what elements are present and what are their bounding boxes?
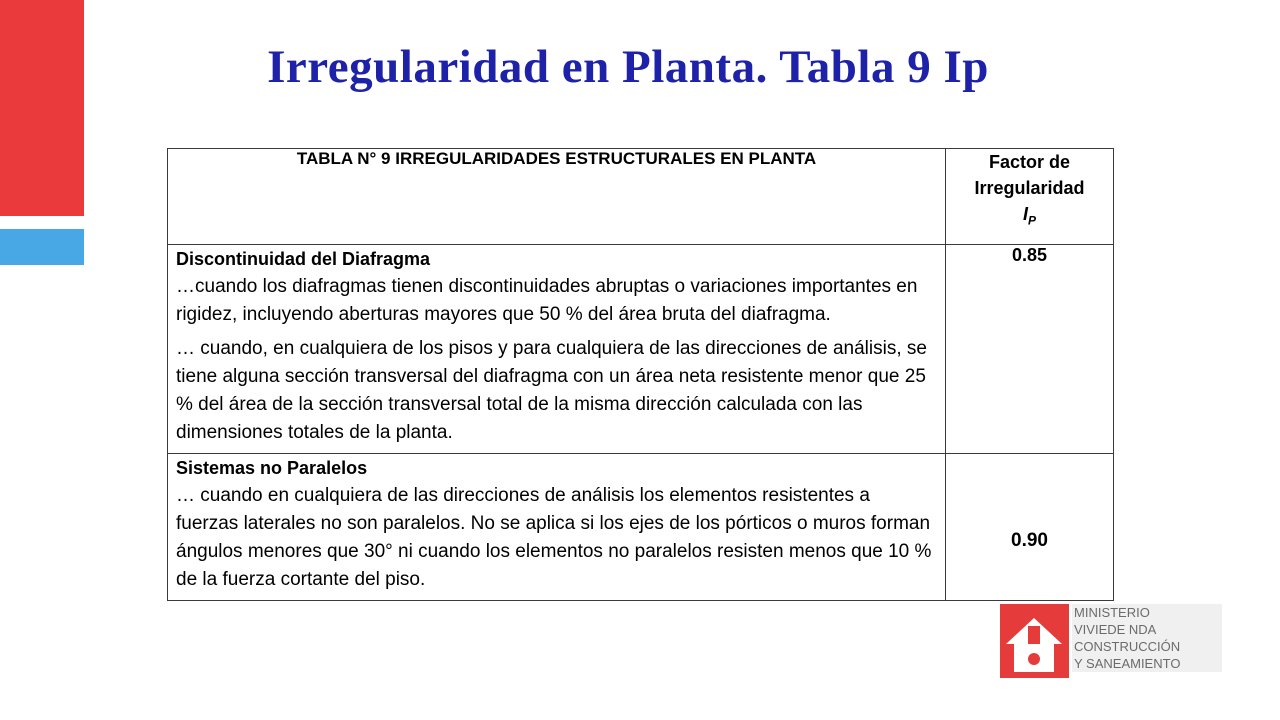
slide-title: Irregularidad en Planta. Tabla 9 Ip: [267, 41, 989, 93]
irregularity-table: [167, 148, 1114, 601]
row-paragraph: … cuando, en cualquiera de los pisos y para cualquiera de las direcciones de análisis, se tiene alguna sección transversal del diafragma con un área neta resistente menor que 25 % del área de la sección transversal total de la misma dirección calculada con las dimensiones totales de la planta.: [176, 338, 927, 443]
row-factor-value: 0.85: [946, 245, 1114, 454]
table-row: [168, 454, 1114, 601]
accent-bar-red: [0, 0, 84, 216]
logo-line: VIVIEDE NDA: [1072, 621, 1222, 638]
row-description-cell: [168, 454, 946, 601]
logo-line: Y SANEAMIENTO: [1072, 655, 1222, 672]
logo-line: MINISTERIO: [1072, 604, 1222, 621]
table-header-row: [168, 149, 1114, 245]
row-paragraph: …cuando los diafragmas tienen discontinuidades abruptas o variaciones importantes en rigidez, incluyendo aberturas mayores que 50 % del área bruta del diafragma.: [176, 276, 918, 325]
ministry-logo: [1000, 604, 1222, 684]
row-title: Sistemas no Paralelos: [176, 458, 368, 478]
table-header-factor: [946, 149, 1114, 245]
table-row: [168, 245, 1114, 454]
factor-symbol: [950, 201, 1109, 234]
accent-bar-blue: [0, 229, 84, 265]
factor-symbol-main: I: [1022, 204, 1028, 224]
logo-line: CONSTRUCCIÓN: [1072, 638, 1222, 655]
factor-header-line2: Irregularidad: [974, 178, 1085, 198]
ministry-logo-text: [1072, 604, 1222, 672]
ministry-house-icon: [1000, 604, 1069, 678]
table-header-description: TABLA N° 9 IRREGULARIDADES ESTRUCTURALES EN PLANTA: [168, 149, 946, 245]
row-title: Discontinuidad del Diafragma: [176, 249, 431, 269]
factor-header-line1: Factor de: [988, 152, 1071, 172]
row-description-cell: [168, 245, 946, 454]
row-factor-value: 0.90: [946, 454, 1114, 601]
row-paragraph: … cuando en cualquiera de las direcciones de análisis los elementos resistentes a fuerzas laterales no son paralelos. No se aplica si los ejes de los pórticos o muros forman ángulos menores que 30° ni cuando los elementos no paralelos resisten menos que 10 % de la fuerza cortante del piso.: [176, 485, 932, 590]
factor-symbol-sub: P: [1028, 213, 1037, 228]
